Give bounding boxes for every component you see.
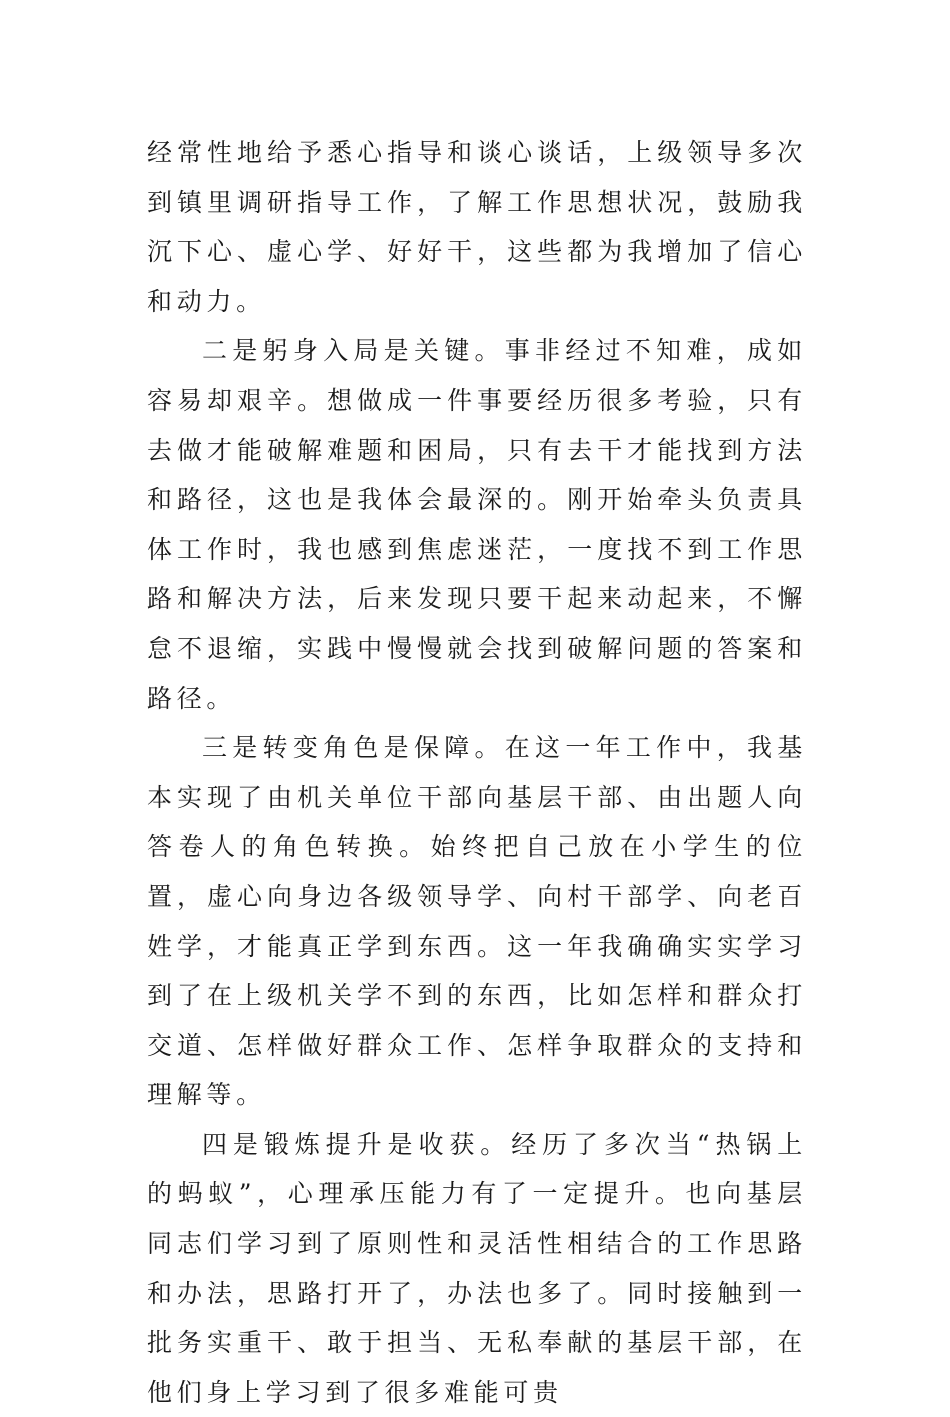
- paragraph-point-four: 四是锻炼提升是收获。经历了多次当“热锅上的蚂蚁”，心理承压能力有了一定提升。也向基层同志们学习到了原则性和灵活性相结合的工作思路和办法，思路打开了，办法也多了。同时接触到一批务实重干、敢于担当、无私奉献的基层干部，在他们身上学习到了很多难能可贵: [147, 1129, 807, 1407]
- paragraph-point-two: 二是躬身入局是关键。事非经过不知难，成如容易却艰辛。想做成一件事要经历很多考验，只有去做才能破解难题和困局，只有去干才能找到方法和路径，这也是我体会最深的。刚开始牵头负责具体工作时，我也感到焦虑迷茫，一度找不到工作思路和解决方法，后来发现只要干起来动起来，不懈怠不退缩，实践中慢慢就会找到破解问题的答案和路径。: [147, 336, 807, 713]
- paragraph-point-three: 三是转变角色是保障。在这一年工作中，我基本实现了由机关单位干部向基层干部、由出题人向答卷人的角色转换。始终把自己放在小学生的位置，虚心向身边各级领导学、向村干部学、向老百姓学，才能真正学到东西。这一年我确确实实学习到了在上级机关学不到的东西，比如怎样和群众打交道、怎样做好群众工作、怎样争取群众的支持和理解等。: [147, 733, 807, 1110]
- document-body: [147, 128, 807, 1417]
- paragraph-continuation: 经常性地给予悉心指导和谈心谈话，上级领导多次到镇里调研指导工作，了解工作思想状况，鼓励我沉下心、虚心学、好好干，这些都为我增加了信心和动力。: [147, 138, 807, 316]
